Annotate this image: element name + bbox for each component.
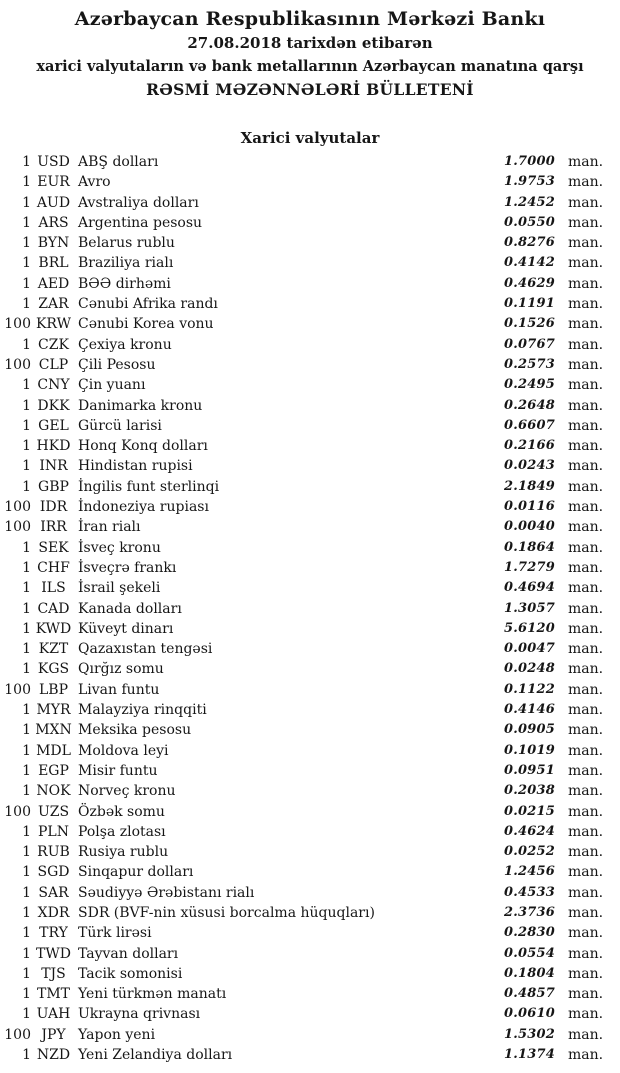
currency-name: Moldova leyi	[78, 742, 169, 759]
rate-value: 1.2452	[504, 194, 555, 210]
currency-code: TJS	[41, 965, 66, 982]
quantity: 1	[22, 1006, 31, 1023]
currency-name: Qazaxıstan tengəsi	[78, 641, 213, 658]
currency-name: Qırğız somu	[78, 661, 164, 678]
currency-name: Danimarka kronu	[78, 397, 203, 414]
quantity: 1	[22, 661, 31, 678]
currency-name: Malayziya rinqqiti	[78, 702, 207, 719]
quantity: 1	[22, 864, 31, 881]
unit-label: man.	[568, 641, 604, 658]
rate-value: 0.2573	[504, 356, 555, 372]
quantity: 1	[22, 174, 31, 191]
quantity: 1	[22, 762, 31, 779]
unit-label: man.	[568, 296, 604, 313]
quantity: 1	[22, 296, 31, 313]
currency-code: MYR	[36, 702, 71, 719]
currency-name: Çin yuanı	[78, 377, 146, 394]
rate-value: 0.4533	[504, 884, 555, 900]
currency-name: Braziliya rialı	[78, 255, 174, 272]
currency-code: ZAR	[38, 296, 69, 313]
currency-name: Livan funtu	[78, 681, 160, 698]
table-row	[0, 741, 620, 761]
rate-value: 0.4694	[504, 580, 555, 596]
currency-code: KGS	[37, 661, 70, 678]
currency-name: Yapon yeni	[78, 1026, 156, 1043]
unit-label: man.	[568, 986, 604, 1003]
unit-label: man.	[568, 316, 604, 333]
unit-label: man.	[568, 783, 604, 800]
unit-label: man.	[568, 356, 604, 373]
quantity: 1	[22, 600, 31, 617]
table-row	[0, 781, 620, 801]
effective-date-line: 27.08.2018 tarixdən etibarən	[187, 34, 433, 52]
currency-name: Meksika pesosu	[78, 722, 192, 739]
currency-name: İsrail şekeli	[78, 580, 161, 597]
currency-name: İsveç kronu	[78, 539, 161, 556]
quantity: 1	[22, 844, 31, 861]
rate-value: 1.2456	[504, 864, 555, 880]
currency-code: HKD	[36, 438, 71, 455]
rate-value: 2.1849	[504, 478, 555, 494]
currency-code: XDR	[37, 904, 70, 921]
quantity: 100	[4, 499, 31, 516]
quantity: 100	[4, 316, 31, 333]
table-row	[0, 294, 620, 314]
currency-code: LBP	[38, 681, 68, 698]
currency-name: BƏƏ dirhəmi	[78, 275, 171, 292]
rate-value: 5.6120	[504, 620, 555, 636]
unit-label: man.	[568, 722, 604, 739]
currency-name: ABŞ dolları	[78, 154, 159, 170]
currency-name: Ukrayna qrivnası	[78, 1006, 201, 1023]
rate-value: 0.4629	[504, 275, 555, 291]
currency-code: TWD	[36, 945, 71, 962]
currency-code: RUB	[37, 844, 70, 861]
currency-code: MXN	[35, 722, 72, 739]
table-row	[0, 822, 620, 842]
currency-name: Kanada dolları	[78, 600, 182, 617]
unit-label: man.	[568, 823, 604, 840]
table-row	[0, 761, 620, 781]
quantity: 1	[22, 783, 31, 800]
rate-value: 0.4624	[504, 823, 555, 839]
currency-code: CAD	[37, 600, 70, 617]
rate-value: 0.0767	[504, 336, 555, 352]
rate-value: 0.2166	[504, 438, 555, 454]
rate-value: 0.1526	[504, 316, 555, 332]
table-row	[0, 802, 620, 822]
table-row	[0, 497, 620, 517]
currency-name: Belarus rublu	[78, 235, 175, 252]
rate-value: 0.0550	[504, 214, 555, 230]
currency-name: Küveyt dinarı	[78, 620, 174, 637]
table-row	[0, 375, 620, 395]
rate-value: 1.9753	[504, 174, 555, 190]
currency-name: İngilis funt sterlinqi	[78, 478, 220, 495]
table-row	[0, 639, 620, 659]
table-row	[0, 984, 620, 1004]
rate-value: 0.1804	[504, 965, 555, 981]
quantity: 1	[22, 580, 31, 597]
table-row	[0, 233, 620, 253]
currency-name: Hindistan rupisi	[78, 458, 193, 475]
currency-name: İran rialı	[78, 519, 141, 536]
unit-label: man.	[568, 1047, 604, 1064]
quantity: 100	[4, 519, 31, 536]
rate-value: 0.0243	[504, 458, 555, 474]
currency-code: KWD	[35, 620, 72, 637]
rate-value: 0.0554	[504, 945, 555, 961]
currency-code: MDL	[36, 742, 71, 759]
quantity: 1	[22, 194, 31, 211]
table-row	[0, 964, 620, 984]
rate-value: 0.2830	[504, 925, 555, 941]
quantity: 100	[4, 681, 31, 698]
unit-label: man.	[568, 742, 604, 759]
unit-label: man.	[568, 965, 604, 982]
unit-label: man.	[568, 864, 604, 881]
rate-value: 0.1122	[504, 681, 555, 697]
table-row	[0, 862, 620, 882]
table-row	[0, 599, 620, 619]
currency-code: KRW	[35, 316, 72, 333]
quantity: 1	[22, 377, 31, 394]
rate-value: 0.4146	[504, 702, 555, 718]
unit-label: man.	[568, 620, 604, 637]
unit-label: man.	[568, 1006, 604, 1023]
table-row	[0, 538, 620, 558]
currency-code: UZS	[37, 803, 70, 820]
table-row	[0, 193, 620, 213]
quantity: 1	[22, 214, 31, 231]
unit-label: man.	[568, 417, 604, 434]
unit-label: man.	[568, 884, 604, 901]
rate-value: 0.4857	[504, 986, 555, 1002]
unit-label: man.	[568, 600, 604, 617]
currency-code: USD	[37, 154, 70, 170]
quantity: 1	[22, 965, 31, 982]
currency-code: SAR	[38, 884, 69, 901]
unit-label: man.	[568, 214, 604, 231]
table-row	[0, 842, 620, 862]
unit-label: man.	[568, 519, 604, 536]
quantity: 1	[22, 823, 31, 840]
unit-label: man.	[568, 925, 604, 942]
currency-name: Sinqapur dolları	[78, 864, 194, 881]
currency-name: İsveçrə frankı	[78, 559, 177, 576]
quantity: 1	[22, 945, 31, 962]
unit-label: man.	[568, 762, 604, 779]
unit-label: man.	[568, 397, 604, 414]
table-row	[0, 700, 620, 720]
quantity: 1	[22, 559, 31, 576]
table-row	[0, 659, 620, 679]
currency-code: JPY	[41, 1026, 66, 1043]
currency-name: Gürcü larisi	[78, 417, 162, 434]
currency-code: TRY	[39, 925, 68, 942]
currency-name: Avstraliya dolları	[78, 194, 199, 211]
rate-value: 0.2495	[504, 377, 555, 393]
currency-code: CHF	[37, 559, 70, 576]
quantity: 1	[22, 620, 31, 637]
rate-value: 0.0116	[504, 499, 555, 515]
currency-name: İndoneziya rupiası	[78, 499, 209, 516]
unit-label: man.	[568, 681, 604, 698]
currency-code: AED	[37, 275, 70, 292]
unit-label: man.	[568, 904, 604, 921]
table-row	[0, 172, 620, 192]
currency-code: AUD	[36, 194, 71, 211]
table-row	[0, 456, 620, 476]
rate-value: 0.4142	[504, 255, 555, 271]
quantity: 1	[22, 702, 31, 719]
document-subtitle: xarici valyutaların və bank metallarının Azərbaycan manatına qarşı	[36, 58, 584, 75]
quantity: 1	[22, 458, 31, 475]
quantity: 1	[22, 275, 31, 292]
rate-value: 1.5302	[504, 1026, 555, 1042]
quantity: 1	[22, 1047, 31, 1064]
currency-code: CNY	[37, 377, 70, 394]
currency-code: SGD	[37, 864, 70, 881]
unit-label: man.	[568, 458, 604, 475]
unit-label: man.	[568, 1026, 604, 1043]
table-row	[0, 903, 620, 923]
unit-label: man.	[568, 275, 604, 292]
unit-label: man.	[568, 580, 604, 597]
currency-code: EGP	[38, 762, 69, 779]
rate-value: 0.8276	[504, 235, 555, 251]
currency-name: Avro	[78, 174, 111, 191]
unit-label: man.	[568, 235, 604, 252]
currency-name: Cənubi Afrika randı	[78, 296, 218, 313]
table-row	[0, 335, 620, 355]
table-row	[0, 1004, 620, 1024]
rate-value: 0.2648	[504, 397, 555, 413]
table-row	[0, 1045, 620, 1065]
quantity: 1	[22, 884, 31, 901]
quantity: 1	[22, 539, 31, 556]
table-row	[0, 152, 620, 172]
rate-value: 2.3736	[504, 904, 555, 920]
currency-code: PLN	[38, 823, 69, 840]
currency-name: Yeni Zelandiya dolları	[78, 1047, 233, 1064]
table-row	[0, 558, 620, 578]
quantity: 1	[22, 438, 31, 455]
currency-name: SDR (BVF-nin xüsusi borcalma hüquqları)	[78, 904, 375, 921]
quantity: 1	[22, 925, 31, 942]
table-row	[0, 680, 620, 700]
quantity: 100	[4, 356, 31, 373]
table-row	[0, 314, 620, 334]
unit-label: man.	[568, 194, 604, 211]
table-row	[0, 944, 620, 964]
currency-name: Argentina pesosu	[78, 214, 203, 231]
unit-label: man.	[568, 539, 604, 556]
currency-code: IDR	[39, 499, 68, 516]
currency-name: Çili Pesosu	[78, 356, 156, 373]
currency-code: UAH	[36, 1006, 71, 1023]
quantity: 1	[22, 417, 31, 434]
rates-table	[0, 152, 620, 1065]
unit-label: man.	[568, 803, 604, 820]
bulletin-title: RƏSMİ MƏZƏNNƏLƏRİ BÜLLETENİ	[146, 80, 474, 99]
currency-code: IRR	[40, 519, 67, 536]
currency-name: Polşa zlotası	[78, 823, 166, 840]
unit-label: man.	[568, 438, 604, 455]
rate-value: 0.0252	[504, 844, 555, 860]
currency-code: SEK	[38, 539, 69, 556]
currency-name: Özbək somu	[78, 803, 165, 820]
table-row	[0, 720, 620, 740]
currency-code: ILS	[41, 580, 66, 597]
quantity: 1	[22, 255, 31, 272]
unit-label: man.	[568, 174, 604, 191]
currency-name: Türk lirəsi	[78, 925, 152, 942]
table-row	[0, 1025, 620, 1045]
unit-label: man.	[568, 255, 604, 272]
currency-code: BRL	[38, 255, 69, 272]
rate-value: 0.0040	[504, 519, 555, 535]
rate-value: 0.6607	[504, 417, 555, 433]
table-row	[0, 883, 620, 903]
currency-name: Misir funtu	[78, 762, 158, 779]
table-row	[0, 477, 620, 497]
rate-value: 1.7279	[504, 559, 555, 575]
quantity: 1	[22, 641, 31, 658]
unit-label: man.	[568, 559, 604, 576]
section-title-foreign-currencies: Xarici valyutalar	[240, 129, 380, 147]
table-row	[0, 355, 620, 375]
unit-label: man.	[568, 945, 604, 962]
rate-value: 0.1191	[504, 296, 555, 312]
quantity: 1	[22, 986, 31, 1003]
currency-name: Cənubi Korea vonu	[78, 316, 214, 333]
currency-code: ARS	[38, 214, 69, 231]
quantity: 1	[22, 742, 31, 759]
unit-label: man.	[568, 702, 604, 719]
rate-value: 0.2038	[504, 783, 555, 799]
quantity: 1	[22, 478, 31, 495]
table-row	[0, 619, 620, 639]
currency-code: EUR	[37, 174, 70, 191]
quantity: 1	[22, 904, 31, 921]
table-row	[0, 396, 620, 416]
table-row	[0, 436, 620, 456]
currency-code: INR	[39, 458, 68, 475]
currency-code: NZD	[36, 1047, 71, 1064]
currency-code: DKK	[37, 397, 70, 414]
table-row	[0, 253, 620, 273]
currency-code: GEL	[38, 417, 69, 434]
quantity: 1	[22, 235, 31, 252]
currency-name: Tacik somonisi	[78, 965, 183, 982]
currency-name: Rusiya rublu	[78, 844, 169, 861]
currency-code: KZT	[38, 641, 69, 658]
rate-value: 1.1374	[504, 1047, 555, 1063]
rate-value: 0.1864	[504, 539, 555, 555]
currency-code: CLP	[38, 356, 69, 373]
currency-name: Yeni türkmən manatı	[78, 986, 227, 1003]
currency-name: Norveç kronu	[78, 783, 176, 800]
quantity: 100	[4, 803, 31, 820]
currency-code: CZK	[38, 336, 69, 353]
bank-title: Azərbaycan Respublikasının Mərkəzi Bankı	[74, 8, 546, 30]
unit-label: man.	[568, 844, 604, 861]
rate-value: 0.1019	[504, 742, 555, 758]
currency-code: NOK	[36, 783, 71, 800]
currency-name: Tayvan dolları	[78, 945, 179, 962]
table-row	[0, 578, 620, 598]
currency-name: Səudiyyə Ərəbistanı rialı	[78, 884, 255, 901]
table-row	[0, 416, 620, 436]
currency-code: GBP	[38, 478, 69, 495]
unit-label: man.	[568, 661, 604, 678]
rate-value: 0.0248	[504, 661, 555, 677]
quantity: 1	[22, 397, 31, 414]
rate-value: 0.0047	[504, 641, 555, 657]
quantity: 100	[4, 1026, 31, 1043]
currency-code: BYN	[37, 235, 70, 252]
currency-name: Honq Konq dolları	[78, 438, 208, 455]
rate-value: 1.7000	[504, 154, 555, 169]
unit-label: man.	[568, 377, 604, 394]
table-row	[0, 213, 620, 233]
quantity: 1	[22, 154, 31, 170]
table-row	[0, 274, 620, 294]
rate-value: 0.0905	[504, 722, 555, 738]
unit-label: man.	[568, 154, 604, 170]
currency-code: TMT	[36, 986, 70, 1003]
currency-name: Çexiya kronu	[78, 336, 172, 353]
rate-value: 0.0215	[504, 803, 555, 819]
quantity: 1	[22, 336, 31, 353]
unit-label: man.	[568, 499, 604, 516]
rate-value: 0.0951	[504, 762, 555, 778]
unit-label: man.	[568, 478, 604, 495]
quantity: 1	[22, 722, 31, 739]
rate-value: 1.3057	[504, 600, 555, 616]
table-row	[0, 517, 620, 537]
rate-value: 0.0610	[504, 1006, 555, 1022]
table-row	[0, 923, 620, 943]
unit-label: man.	[568, 336, 604, 353]
